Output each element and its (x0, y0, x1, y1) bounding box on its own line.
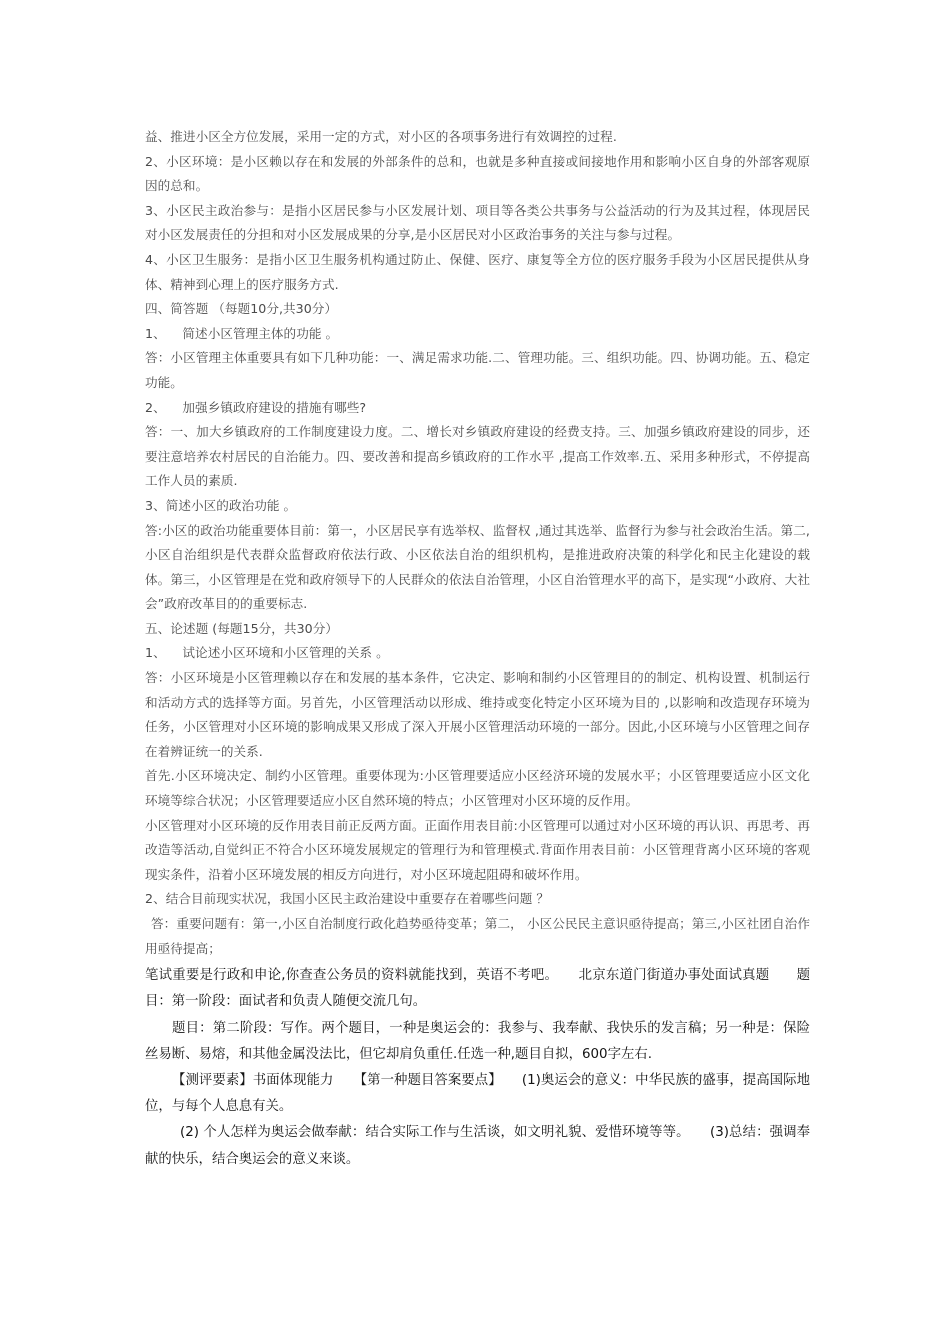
answer-1: 答：小区管理主体重要具有如下几种功能：一、满足需求功能.二、管理功能。三、组织功能。四、协调功能。五、稳定功能。 (145, 350, 810, 390)
paragraph-political-participation: 3、小区民主政治参与：是指小区居民参与小区发展计划、项目等各类公共事务与公益活动的行为及其过程，体现居民对小区发展责任的分担和对小区发展成果的分享,是小区居民对小区政治事务的关注与参与过程。 (145, 202, 810, 243)
question-2-heading: 2、 加强乡镇政府建设的措施有哪些? (145, 399, 367, 415)
interview-notes-section (145, 963, 810, 1173)
interview-paragraph-2: 题目：第二阶段：写作。两个题目，一种是奥运会的：我参与、我奉献、我快乐的发言稿；另一种是：保险丝易断、易熔，和其他金属没法比，但它却肩负重任.任选一种,题目自拟，600字左右. (145, 1020, 810, 1062)
essay-answer-2: 答：重要问题有：第一,小区自治制度行政化趋势亟待变革；第二， 小区公民民主意识亟待提高；第三,小区社团自治作用亟待提高； (145, 916, 810, 956)
interview-paragraph-1: 笔试重要是行政和申论,你查查公务员的资料就能找到，英语不考吧。 北京东道门街道办事处面试真题 题目：第一阶段：面试者和负责人随便交流几句。 (145, 968, 810, 1010)
question-1-heading: 1、 简述小区管理主体的功能 。 (145, 325, 339, 341)
essay-answer-1: 答：小区环境是小区管理赖以存在和发展的基本条件，它决定、影响和制约小区管理目的的制定、机构设置、机制运行和活动方式的选择等方面。另首先，小区管理活动以形成、维持或变化特定小区环境为目的 ,以影响和改造现存环境为任务，小区管理对小区环境的影响成果又形成了深入开展小区管理活动环境的一部分。因此,小区环境与小区管理之间存在着辨证统一的关系. (145, 670, 810, 759)
document-page (145, 125, 810, 1173)
essay-answer-1-part-3: 小区管理对小区环境的反作用表目前正反两方面。正面作用表目前:小区管理可以通过对小区环境的再认识、再思考、再改造等活动,自觉纠正不符合小区环境发展规定的管理行为和管理模式.背面作用表目前：小区管理背离小区环境的客观现实条件，沿着小区环境发展的相反方向进行，对小区环境起阻碍和破坏作用。 (145, 817, 810, 882)
essay-answer-1-part-2: 首先.小区环境决定、制约小区管理。重要体现为:小区管理要适应小区经济环境的发展水平；小区管理要适应小区文化环境等综合状况；小区管理要适应小区自然环境的特点；小区管理对小区环境的反作用。 (145, 768, 810, 809)
answer-3: 答:小区的政治功能重要体目前：第一，小区居民享有选举权、监督权 ,通过其选举、监督行为参与社会政治生活。第二,小区自治组织是代表群众监督政府依法行政、小区依法自治的组织机构，是推进政府决策的科学化和民主化建设的载体。第三，小区管理是在党和政府领导下的人民群众的依法自治管理，小区自治管理水平的高下，是实现“小政府、大社会”政府改革目的的重要标志. (145, 522, 810, 612)
interview-paragraph-3: 【测评要素】书面体现能力 【第一种题目答案要点】 (1)奥运会的意义：中华民族的盛事，提高国际地位，与每个人息息有关。 (145, 1073, 810, 1115)
exam-answers-section (145, 125, 810, 961)
answer-2: 答：一、加大乡镇政府的工作制度建设力度。二、增长对乡镇政府建设的经费支持。三、加强乡镇政府建设的同步，还要注意培养农村居民的自治能力。四、要改善和提高乡镇政府的工作水平 ,提高工作效率.五、采用多种形式，不停提高工作人员的素质. (145, 424, 810, 489)
question-3-heading: 3、简述小区的政治功能 。 (145, 497, 297, 513)
section-heading-essay: 五、论述题 (每题15分，共30分） (145, 620, 338, 636)
section-heading-short-answer: 四、简答题 （每题10分,共30分） (145, 301, 338, 317)
essay-question-1-heading: 1、 试论述小区环境和小区管理的关系 。 (145, 645, 389, 661)
interview-paragraph-4: (2) 个人怎样为奥运会做奉献：结合实际工作与生活谈，如文明礼貌、爱惜环境等等。 (3)总结：强调奉献的快乐，结合奥运会的意义来谈。 (145, 1125, 810, 1167)
essay-question-2-heading: 2、结合目前现实状况，我国小区民主政治建设中重要存在着哪些问题 ？ (145, 891, 550, 907)
paragraph-community-environment: 2、小区环境：是小区赖以存在和发展的外部条件的总和，也就是多种直接或间接地作用和影响小区自身的外部客观原因的总和。 (145, 153, 810, 194)
paragraph-community-management-definition-end: 益、推进小区全方位发展，采用一定的方式，对小区的各项事务进行有效调控的过程. (145, 129, 617, 144)
paragraph-health-service: 4、小区卫生服务：是指小区卫生服务机构通过防止、保健、医疗、康复等全方位的医疗服务手段为小区居民提供从身体、精神到心理上的医疗服务方式. (145, 251, 810, 292)
